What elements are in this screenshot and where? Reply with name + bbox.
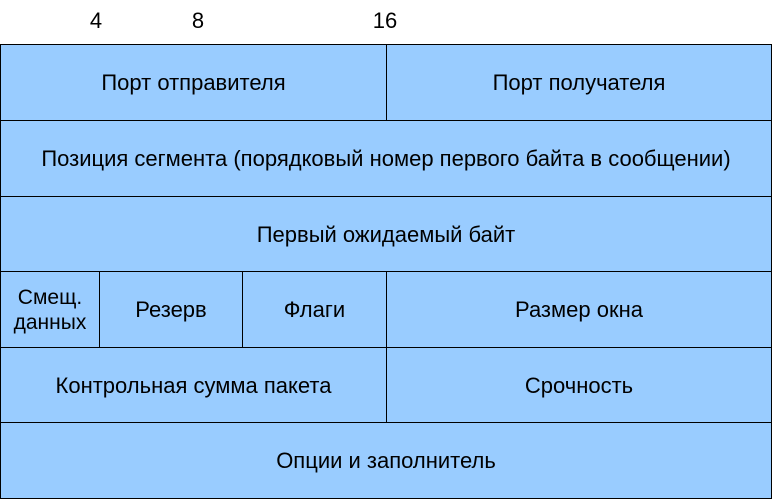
- window-size-field: [387, 272, 771, 348]
- urgent-pointer-field: [387, 348, 771, 423]
- sequence-number-label: Позиция сегмента (порядковый номер первого байта в сообщении): [41, 146, 731, 171]
- flags-field: [243, 272, 387, 348]
- reserved-label: Резерв: [135, 297, 207, 322]
- reserved-field: [100, 272, 243, 348]
- source-port-label: Порт отправителя: [101, 70, 286, 95]
- dest-port-field: [387, 45, 771, 121]
- bit-tick-16: 16: [372, 8, 398, 33]
- dest-port-label: Порт получателя: [492, 70, 666, 95]
- data-offset-label-line1: Смещ.: [17, 285, 83, 309]
- ack-number-field: [1, 197, 771, 272]
- urgent-pointer-label: Срочность: [524, 372, 634, 398]
- source-port-field: [1, 45, 387, 121]
- checksum-field: [1, 348, 387, 423]
- options-padding-field: [1, 423, 771, 498]
- bit-tick-4: 4: [89, 8, 103, 33]
- options-padding-label: Опции и заполнитель: [276, 448, 496, 473]
- flags-label: Флаги: [283, 297, 346, 322]
- checksum-label: Контрольная сумма пакета: [55, 372, 332, 398]
- tcp-header-diagram: [0, 44, 772, 499]
- bit-tick-8: 8: [191, 8, 205, 33]
- data-offset-label-line2: данных: [13, 310, 87, 334]
- sequence-number-field: [1, 121, 771, 197]
- ack-number-label: Первый ожидаемый байт: [256, 221, 516, 247]
- window-size-label: Размер окна: [515, 297, 643, 322]
- data-offset-field: [1, 272, 100, 348]
